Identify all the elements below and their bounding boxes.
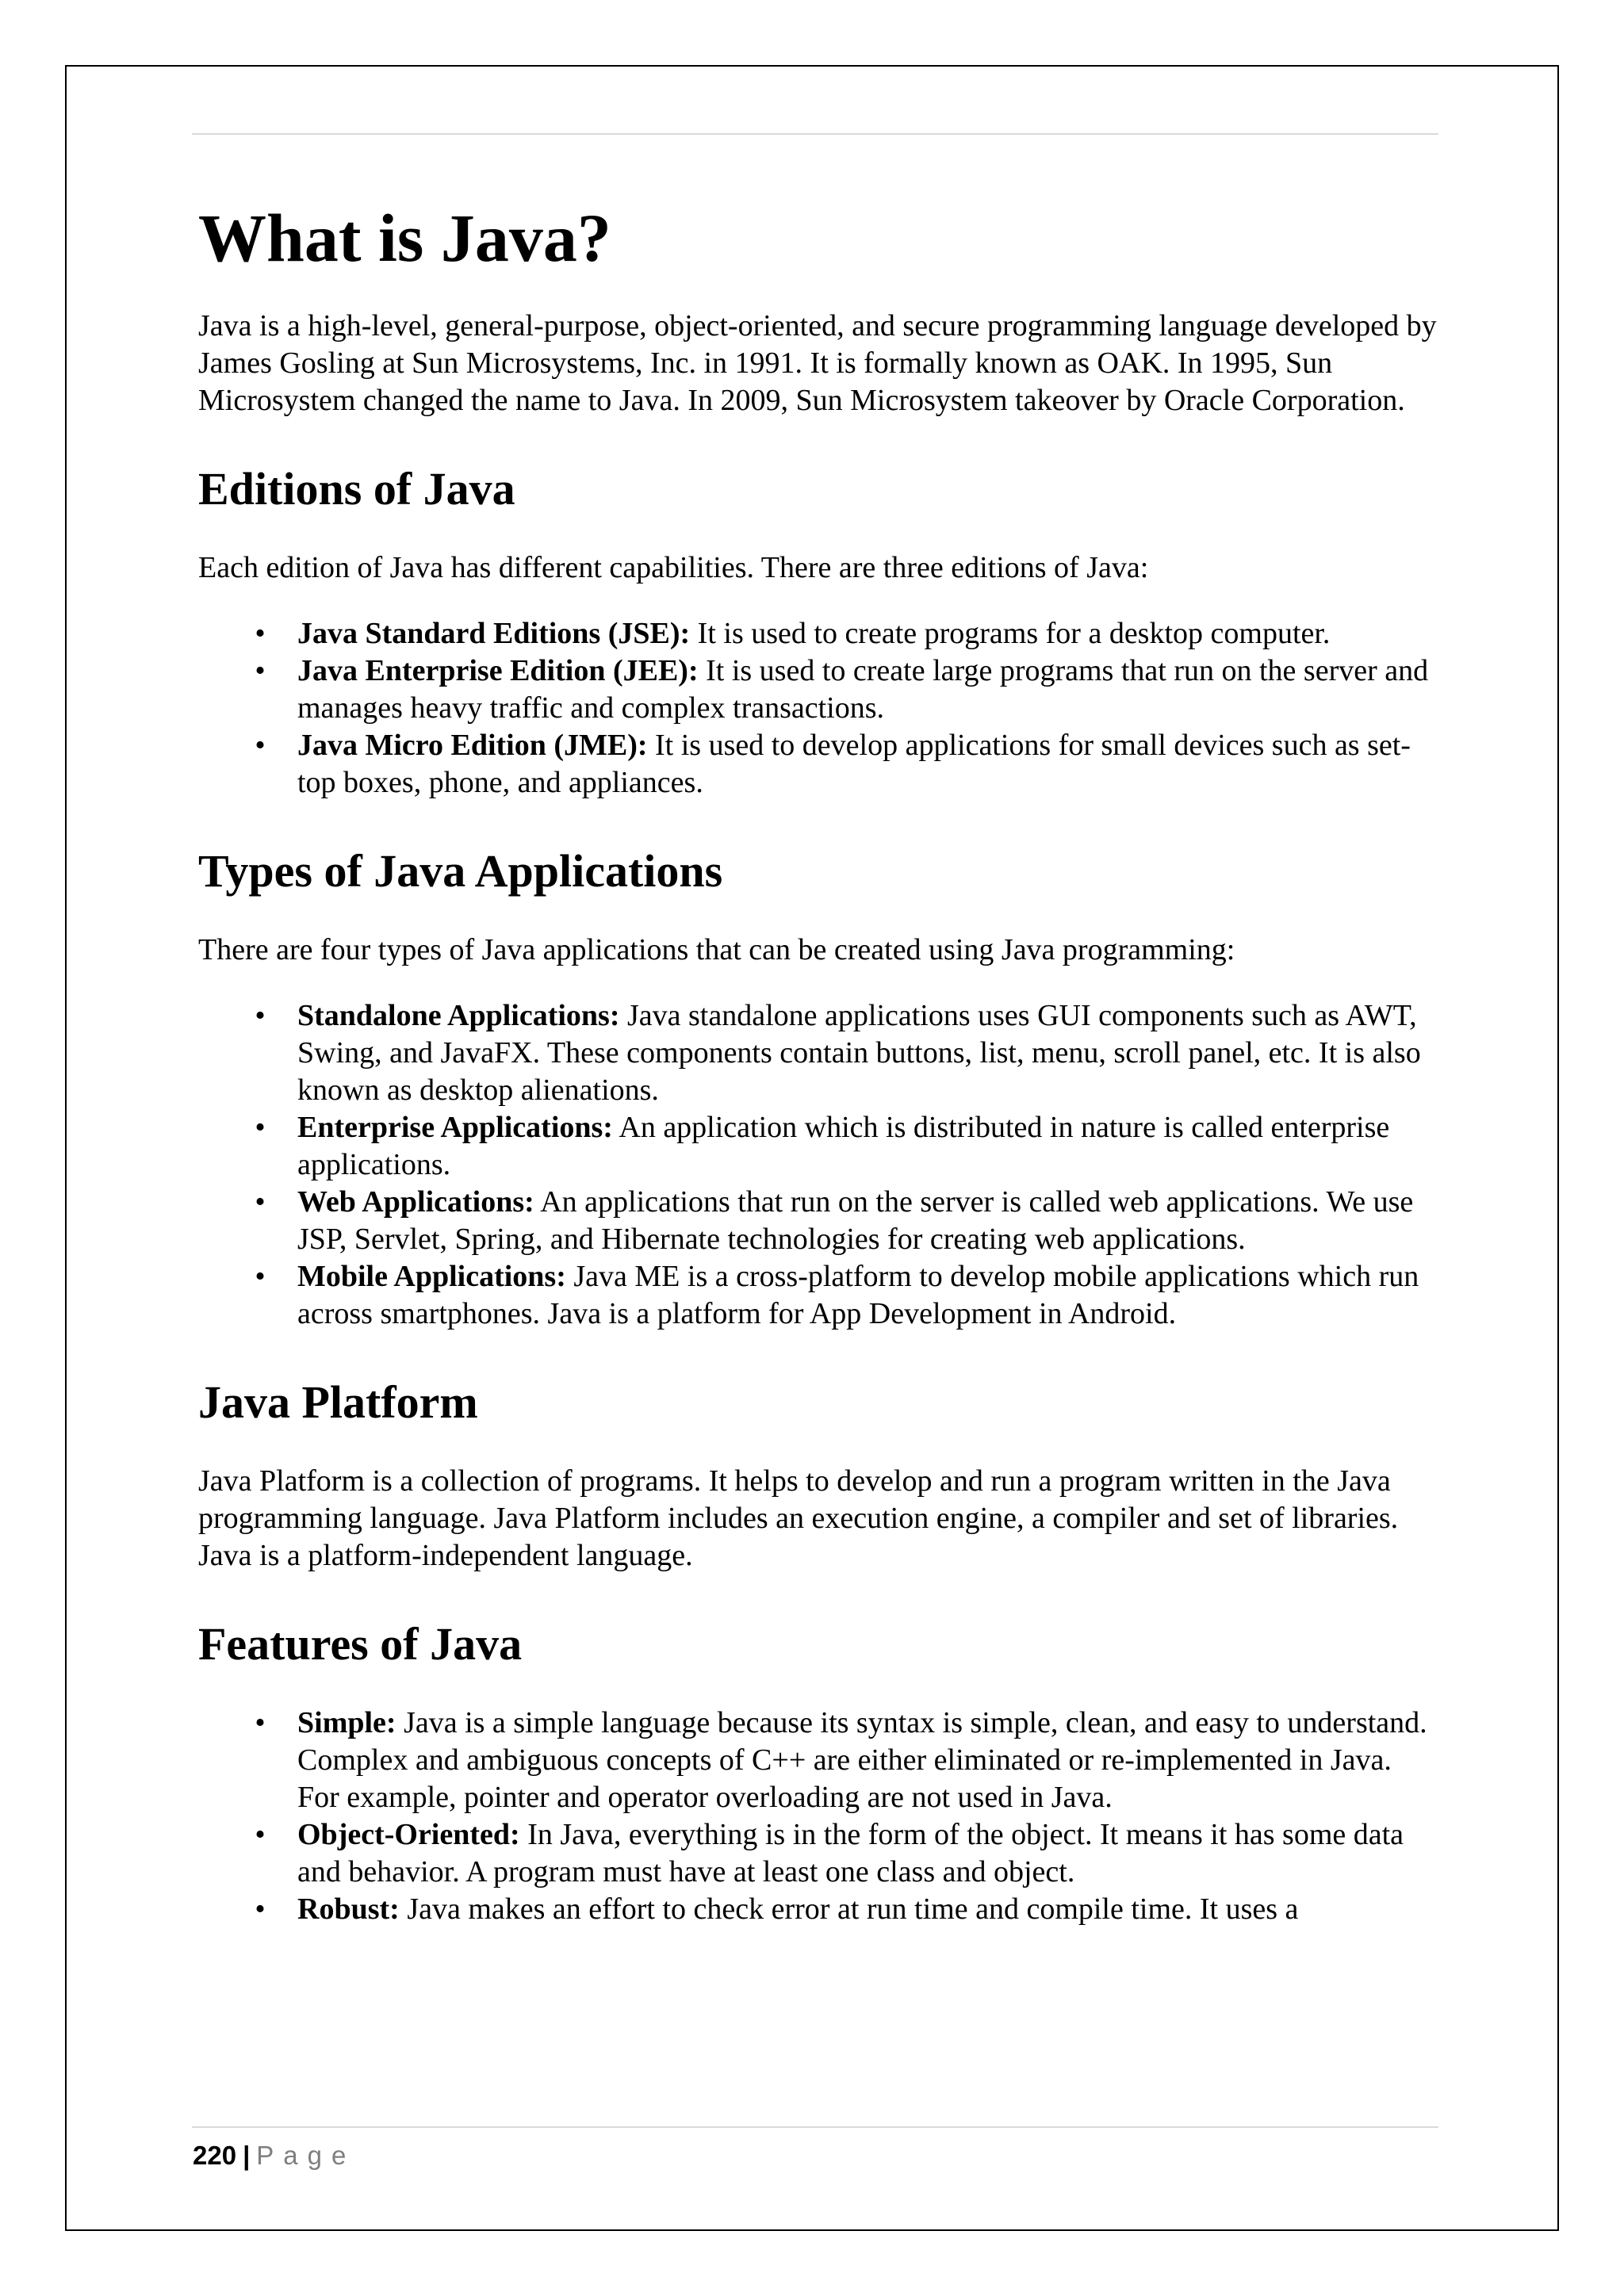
- item-term: Java Micro Edition (JME):: [297, 729, 648, 762]
- bullet-icon: •: [255, 999, 266, 1032]
- bullet-icon: •: [255, 1818, 266, 1851]
- list-item: [198, 1705, 1439, 1816]
- item-text: It is used to create large programs that run on the server and manages heavy traffic and complex transactions.: [297, 654, 1429, 725]
- item-term: Standalone Applications:: [297, 999, 620, 1032]
- page-content: [198, 190, 1439, 1928]
- list-item: [198, 615, 1439, 652]
- platform-heading: Java Platform: [198, 1376, 478, 1428]
- item-text: An applications that run on the server is called web applications. We use JSP, Servlet, Spring, and Hibernate technologies for creating web applications.: [297, 1185, 1414, 1256]
- page-title: What is Java?: [198, 200, 611, 276]
- item-text: Java ME is a cross-platform to develop mobile applications which run across smartphones. Java is a platform for App Development in Android.: [297, 1260, 1419, 1330]
- page-number: 220: [193, 2141, 237, 2170]
- item-term: Simple:: [297, 1706, 396, 1739]
- item-text: Java is a simple language because its syntax is simple, clean, and easy to understand. Complex and ambiguous concepts of C++ are either eliminated or re-implemented in Java. For example, pointer and operator overloading are not used in Java.: [297, 1706, 1427, 1814]
- item-text: In Java, everything is in the form of the object. It means it has some data and behavior. A program must have at least one class and object.: [297, 1818, 1404, 1888]
- list-item: [198, 652, 1439, 727]
- bullet-icon: •: [255, 729, 266, 762]
- item-text: It is used to create programs for a desktop computer.: [690, 617, 1331, 650]
- footer-rule: [192, 2126, 1438, 2128]
- page-label: Page: [256, 2141, 356, 2170]
- editions-list: [198, 615, 1439, 802]
- features-list: [198, 1705, 1439, 1928]
- bullet-icon: •: [255, 1260, 266, 1293]
- item-text: Java makes an effort to check error at run time and compile time. It uses a: [399, 1892, 1299, 1926]
- list-item: [198, 1109, 1439, 1184]
- types-heading: Types of Java Applications: [198, 845, 723, 897]
- item-term: Web Applications:: [297, 1185, 534, 1219]
- bullet-icon: •: [255, 654, 266, 687]
- list-item: [198, 1258, 1439, 1333]
- bullet-icon: •: [255, 1185, 266, 1219]
- item-text: An application which is distributed in nature is called enterprise applications.: [297, 1111, 1390, 1181]
- editions-heading: Editions of Java: [198, 463, 515, 515]
- bullet-icon: •: [255, 1706, 266, 1739]
- bullet-icon: •: [255, 1892, 266, 1926]
- footer-separator: |: [243, 2141, 251, 2170]
- editions-lead: Each edition of Java has different capabilities. There are three editions of Java:: [198, 551, 1149, 584]
- bullet-icon: •: [255, 617, 266, 650]
- header-rule: [192, 133, 1438, 135]
- item-text: Java standalone applications uses GUI components such as AWT, Swing, and JavaFX. These components contain buttons, list, menu, scroll panel, etc. It is also known as desktop alienations.: [297, 999, 1421, 1107]
- item-term: Java Enterprise Edition (JEE):: [297, 654, 699, 687]
- item-term: Java Standard Editions (JSE):: [297, 617, 691, 650]
- list-item: [198, 1891, 1439, 1928]
- types-list: [198, 997, 1439, 1333]
- intro-paragraph: Java is a high-level, general-purpose, object-oriented, and secure programming language developed by James Gosling at Sun Microsystems, Inc. in 1991. It is formally known as OAK. In 1995, Sun Microsystem changed the name to Java. In 2009, Sun Microsystem takeover by Oracle Corporation.: [198, 309, 1437, 417]
- item-term: Mobile Applications:: [297, 1260, 566, 1293]
- item-term: Robust:: [297, 1892, 400, 1926]
- list-item: [198, 727, 1439, 802]
- list-item: [198, 997, 1439, 1109]
- item-text: It is used to develop applications for small devices such as set-top boxes, phone, and appliances.: [297, 729, 1411, 799]
- types-lead: There are four types of Java applications that can be created using Java programming:: [198, 933, 1235, 966]
- bullet-icon: •: [255, 1111, 266, 1144]
- list-item: [198, 1184, 1439, 1258]
- list-item: [198, 1816, 1439, 1891]
- platform-paragraph: Java Platform is a collection of programs. It helps to develop and run a program written in the Java programming language. Java Platform includes an execution engine, a compiler and set of libraries. Java is a platform-independent language.: [198, 1464, 1399, 1572]
- page-footer: [193, 2138, 355, 2173]
- item-term: Object-Oriented:: [297, 1818, 520, 1851]
- item-term: Enterprise Applications:: [297, 1111, 613, 1144]
- features-heading: Features of Java: [198, 1618, 523, 1670]
